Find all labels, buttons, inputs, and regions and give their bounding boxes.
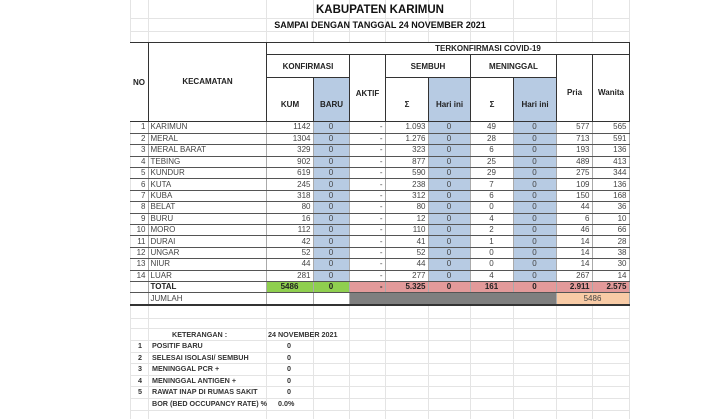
row-sembuh-hari-ini: 0 <box>428 202 470 213</box>
row-sembuh: 52 <box>385 247 428 258</box>
row-meninggal-hari-ini: 0 <box>513 156 556 167</box>
row-kum: 245 <box>266 179 313 190</box>
row-kecamatan: KARIMUN <box>148 122 266 133</box>
row-sembuh-hari-ini: 0 <box>428 145 470 156</box>
total-pria: 2.911 <box>556 281 592 292</box>
row-kum: 16 <box>266 213 313 224</box>
row-no: 6 <box>130 179 148 190</box>
keterangan-item-label: SELESAI ISOLASI/ SEMBUH <box>152 352 249 362</box>
header-aktif: AKTIF <box>349 54 386 122</box>
row-no: 10 <box>130 225 148 236</box>
row-no: 2 <box>130 133 148 144</box>
table-row <box>130 145 629 156</box>
table-row <box>130 133 629 144</box>
row-sembuh: 277 <box>385 270 428 281</box>
row-baru: 0 <box>313 145 349 156</box>
row-kum: 80 <box>266 202 313 213</box>
row-kecamatan: LUAR <box>148 270 266 281</box>
table-row <box>130 179 629 190</box>
row-wanita: 136 <box>592 179 629 190</box>
row-baru: 0 <box>313 202 349 213</box>
row-sembuh-hari-ini: 0 <box>428 156 470 167</box>
keterangan-item-value: 0 <box>287 387 291 396</box>
row-kum: 1304 <box>266 133 313 144</box>
header-konfirmasi: KONFIRMASI <box>266 54 350 78</box>
row-kecamatan: KUNDUR <box>148 168 266 179</box>
page-subtitle: SAMPAI DENGAN TANGGAL 24 NOVEMBER 2021 <box>274 20 486 30</box>
table-row <box>130 156 629 167</box>
table-bottom-border <box>130 304 630 306</box>
row-meninggal-hari-ini: 0 <box>513 179 556 190</box>
total-baru: 0 <box>313 281 349 292</box>
header-sembuh-hari-ini: Hari ini <box>428 77 471 122</box>
row-sembuh-hari-ini: 0 <box>428 168 470 179</box>
row-pria: 46 <box>556 225 592 236</box>
row-baru: 0 <box>313 133 349 144</box>
keterangan-item-no: 4 <box>138 375 142 385</box>
row-baru: 0 <box>313 190 349 201</box>
row-meninggal-hari-ini: 0 <box>513 133 556 144</box>
row-kum: 1142 <box>266 122 313 133</box>
keterangan-item-value: 0 <box>287 341 291 350</box>
row-sembuh: 323 <box>385 145 428 156</box>
row-sembuh-hari-ini: 0 <box>428 247 470 258</box>
row-sembuh: 877 <box>385 156 428 167</box>
keterangan-item-value: 0 <box>287 352 291 362</box>
row-meninggal-hari-ini: 0 <box>513 202 556 213</box>
table-row <box>130 122 629 133</box>
row-sembuh-hari-ini: 0 <box>428 133 470 144</box>
row-meninggal-hari-ini: 0 <box>513 247 556 258</box>
row-aktif: - <box>349 168 385 179</box>
row-kecamatan: BURU <box>148 213 266 224</box>
row-kecamatan: BELAT <box>148 202 266 213</box>
row-kum: 902 <box>266 156 313 167</box>
row-baru: 0 <box>313 179 349 190</box>
data-table <box>130 122 630 305</box>
keterangan-item-no: 5 <box>138 387 142 396</box>
table-row <box>130 259 629 270</box>
row-wanita: 168 <box>592 190 629 201</box>
row-no: 11 <box>130 236 148 247</box>
row-aktif: - <box>349 190 385 201</box>
row-aktif: - <box>349 213 385 224</box>
row-meninggal: 7 <box>470 179 513 190</box>
row-meninggal: 1 <box>470 236 513 247</box>
keterangan-item-value: 0 <box>287 364 291 373</box>
jumlah-label: JUMLAH <box>148 293 266 304</box>
row-wanita: 28 <box>592 236 629 247</box>
row-sembuh-hari-ini: 0 <box>428 179 470 190</box>
row-sembuh: 44 <box>385 259 428 270</box>
row-aktif: - <box>349 270 385 281</box>
keterangan-item-no: 3 <box>138 364 142 373</box>
row-pria: 44 <box>556 202 592 213</box>
row-sembuh: 312 <box>385 190 428 201</box>
row-meninggal: 6 <box>470 145 513 156</box>
row-wanita: 38 <box>592 247 629 258</box>
row-meninggal: 4 <box>470 213 513 224</box>
row-meninggal-hari-ini: 0 <box>513 259 556 270</box>
row-no: 7 <box>130 190 148 201</box>
header-baru: BARU <box>313 77 350 122</box>
table-row <box>130 213 629 224</box>
keterangan-item-no: 2 <box>138 352 142 362</box>
row-meninggal: 6 <box>470 190 513 201</box>
row-meninggal: 0 <box>470 202 513 213</box>
row-wanita: 591 <box>592 133 629 144</box>
table-row <box>130 270 629 281</box>
row-meninggal-hari-ini: 0 <box>513 145 556 156</box>
row-aktif: - <box>349 133 385 144</box>
row-aktif: - <box>349 145 385 156</box>
row-meninggal: 0 <box>470 259 513 270</box>
jumlah-gray-block <box>349 293 556 304</box>
header-terkonfirmasi: TERKONFIRMASI COVID-19 <box>266 42 630 55</box>
row-sembuh: 238 <box>385 179 428 190</box>
header-sembuh-sigma: Σ <box>385 77 429 122</box>
row-sembuh-hari-ini: 0 <box>428 225 470 236</box>
row-meninggal: 0 <box>470 247 513 258</box>
jumlah-empty-baru <box>313 293 349 304</box>
total-meninggal-hari-ini: 0 <box>513 281 556 292</box>
row-sembuh-hari-ini: 0 <box>428 190 470 201</box>
table-row <box>130 202 629 213</box>
header-no: NO <box>130 42 149 122</box>
total-aktif: - <box>349 281 385 292</box>
row-meninggal: 28 <box>470 133 513 144</box>
row-pria: 14 <box>556 236 592 247</box>
header-sembuh: SEMBUH <box>385 54 471 78</box>
row-pria: 267 <box>556 270 592 281</box>
row-baru: 0 <box>313 259 349 270</box>
row-sembuh: 1.276 <box>385 133 428 144</box>
row-sembuh-hari-ini: 0 <box>428 236 470 247</box>
row-wanita: 136 <box>592 145 629 156</box>
row-meninggal: 29 <box>470 168 513 179</box>
row-kum: 52 <box>266 247 313 258</box>
row-meninggal: 4 <box>470 270 513 281</box>
total-meninggal: 161 <box>470 281 513 292</box>
row-wanita: 565 <box>592 122 629 133</box>
row-meninggal-hari-ini: 0 <box>513 236 556 247</box>
row-kecamatan: KUBA <box>148 190 266 201</box>
row-wanita: 36 <box>592 202 629 213</box>
row-meninggal-hari-ini: 0 <box>513 190 556 201</box>
row-kecamatan: DURAI <box>148 236 266 247</box>
row-pria: 6 <box>556 213 592 224</box>
row-meninggal-hari-ini: 0 <box>513 225 556 236</box>
row-no: 13 <box>130 259 148 270</box>
total-label: TOTAL <box>148 281 266 292</box>
row-no: 1 <box>130 122 148 133</box>
row-sembuh-hari-ini: 0 <box>428 122 470 133</box>
row-kum: 318 <box>266 190 313 201</box>
row-baru: 0 <box>313 213 349 224</box>
row-wanita: 10 <box>592 213 629 224</box>
keterangan-item-label: MENINGGAL PCR + <box>152 364 220 373</box>
row-meninggal: 25 <box>470 156 513 167</box>
keterangan-item-label: RAWAT INAP DI RUMAS SAKIT <box>152 387 258 396</box>
row-wanita: 30 <box>592 259 629 270</box>
row-kecamatan: MORO <box>148 225 266 236</box>
row-pria: 275 <box>556 168 592 179</box>
page-title: KABUPATEN KARIMUN <box>316 4 444 16</box>
row-sembuh-hari-ini: 0 <box>428 270 470 281</box>
total-sembuh: 5.325 <box>385 281 428 292</box>
row-pria: 14 <box>556 247 592 258</box>
row-aktif: - <box>349 236 385 247</box>
row-sembuh: 41 <box>385 236 428 247</box>
row-no: 12 <box>130 247 148 258</box>
table-row <box>130 236 629 247</box>
row-aktif: - <box>349 179 385 190</box>
jumlah-value: 5486 <box>556 293 629 304</box>
row-meninggal: 49 <box>470 122 513 133</box>
row-wanita: 66 <box>592 225 629 236</box>
row-meninggal-hari-ini: 0 <box>513 122 556 133</box>
row-aktif: - <box>349 202 385 213</box>
row-baru: 0 <box>313 270 349 281</box>
total-no-cell <box>130 281 148 292</box>
row-pria: 577 <box>556 122 592 133</box>
row-aktif: - <box>349 247 385 258</box>
header-meninggal-hari-ini: Hari ini <box>513 77 557 122</box>
header-pria: Pria <box>556 54 593 122</box>
row-sembuh: 12 <box>385 213 428 224</box>
header-meninggal: MENINGGAL <box>470 54 557 78</box>
row-no: 14 <box>130 270 148 281</box>
row-meninggal-hari-ini: 0 <box>513 168 556 179</box>
keterangan-item-label: POSITIF BARU <box>152 341 203 350</box>
total-wanita: 2.575 <box>592 281 629 292</box>
jumlah-empty-kum <box>266 293 313 304</box>
total-row <box>130 281 629 292</box>
row-pria: 109 <box>556 179 592 190</box>
row-aktif: - <box>349 225 385 236</box>
spreadsheet <box>130 0 630 419</box>
row-no: 4 <box>130 156 148 167</box>
header-meninggal-sigma: Σ <box>470 77 514 122</box>
row-kecamatan: KUTA <box>148 179 266 190</box>
row-aktif: - <box>349 156 385 167</box>
row-baru: 0 <box>313 225 349 236</box>
table-row <box>130 190 629 201</box>
row-pria: 489 <box>556 156 592 167</box>
keterangan-item-label: MENINGGAL ANTIGEN + <box>152 375 237 385</box>
row-no: 3 <box>130 145 148 156</box>
row-kecamatan: NIUR <box>148 259 266 270</box>
jumlah-no-cell <box>130 293 148 304</box>
row-baru: 0 <box>313 122 349 133</box>
row-sembuh: 1.093 <box>385 122 428 133</box>
keterangan-item-value: 0 <box>287 375 291 385</box>
keterangan-item-no: 1 <box>138 341 142 350</box>
row-kum: 42 <box>266 236 313 247</box>
row-kum: 44 <box>266 259 313 270</box>
bor-value: 0.0% <box>278 399 295 408</box>
table-row <box>130 168 629 179</box>
row-pria: 713 <box>556 133 592 144</box>
row-wanita: 14 <box>592 270 629 281</box>
row-sembuh-hari-ini: 0 <box>428 213 470 224</box>
row-sembuh-hari-ini: 0 <box>428 259 470 270</box>
row-kum: 619 <box>266 168 313 179</box>
row-aktif: - <box>349 122 385 133</box>
row-sembuh: 590 <box>385 168 428 179</box>
row-baru: 0 <box>313 168 349 179</box>
row-sembuh: 110 <box>385 225 428 236</box>
row-aktif: - <box>349 259 385 270</box>
row-no: 5 <box>130 168 148 179</box>
total-sembuh-hari-ini: 0 <box>428 281 470 292</box>
row-baru: 0 <box>313 156 349 167</box>
header-kum: KUM <box>266 77 314 122</box>
row-kecamatan: TEBING <box>148 156 266 167</box>
row-kecamatan: MERAL <box>148 133 266 144</box>
header-wanita: Wanita <box>592 54 630 122</box>
row-meninggal-hari-ini: 0 <box>513 270 556 281</box>
row-no: 9 <box>130 213 148 224</box>
row-pria: 150 <box>556 190 592 201</box>
row-meninggal: 2 <box>470 225 513 236</box>
keterangan-label: KETERANGAN : <box>172 330 228 339</box>
row-pria: 193 <box>556 145 592 156</box>
row-meninggal-hari-ini: 0 <box>513 213 556 224</box>
row-pria: 14 <box>556 259 592 270</box>
table-row <box>130 225 629 236</box>
table-row <box>130 247 629 258</box>
bor-label: BOR (BED OCCUPANCY RATE) % <box>152 399 268 408</box>
row-wanita: 344 <box>592 168 629 179</box>
keterangan-date: 24 NOVEMBER 2021 <box>268 330 338 339</box>
row-kum: 329 <box>266 145 313 156</box>
row-baru: 0 <box>313 236 349 247</box>
total-kum: 5486 <box>266 281 313 292</box>
row-no: 8 <box>130 202 148 213</box>
row-kum: 281 <box>266 270 313 281</box>
row-baru: 0 <box>313 247 349 258</box>
jumlah-row <box>130 293 629 304</box>
header-kecamatan: KECAMATAN <box>148 42 267 122</box>
row-kecamatan: UNGAR <box>148 247 266 258</box>
row-sembuh: 80 <box>385 202 428 213</box>
row-kecamatan: MERAL BARAT <box>148 145 266 156</box>
row-kum: 112 <box>266 225 313 236</box>
row-wanita: 413 <box>592 156 629 167</box>
